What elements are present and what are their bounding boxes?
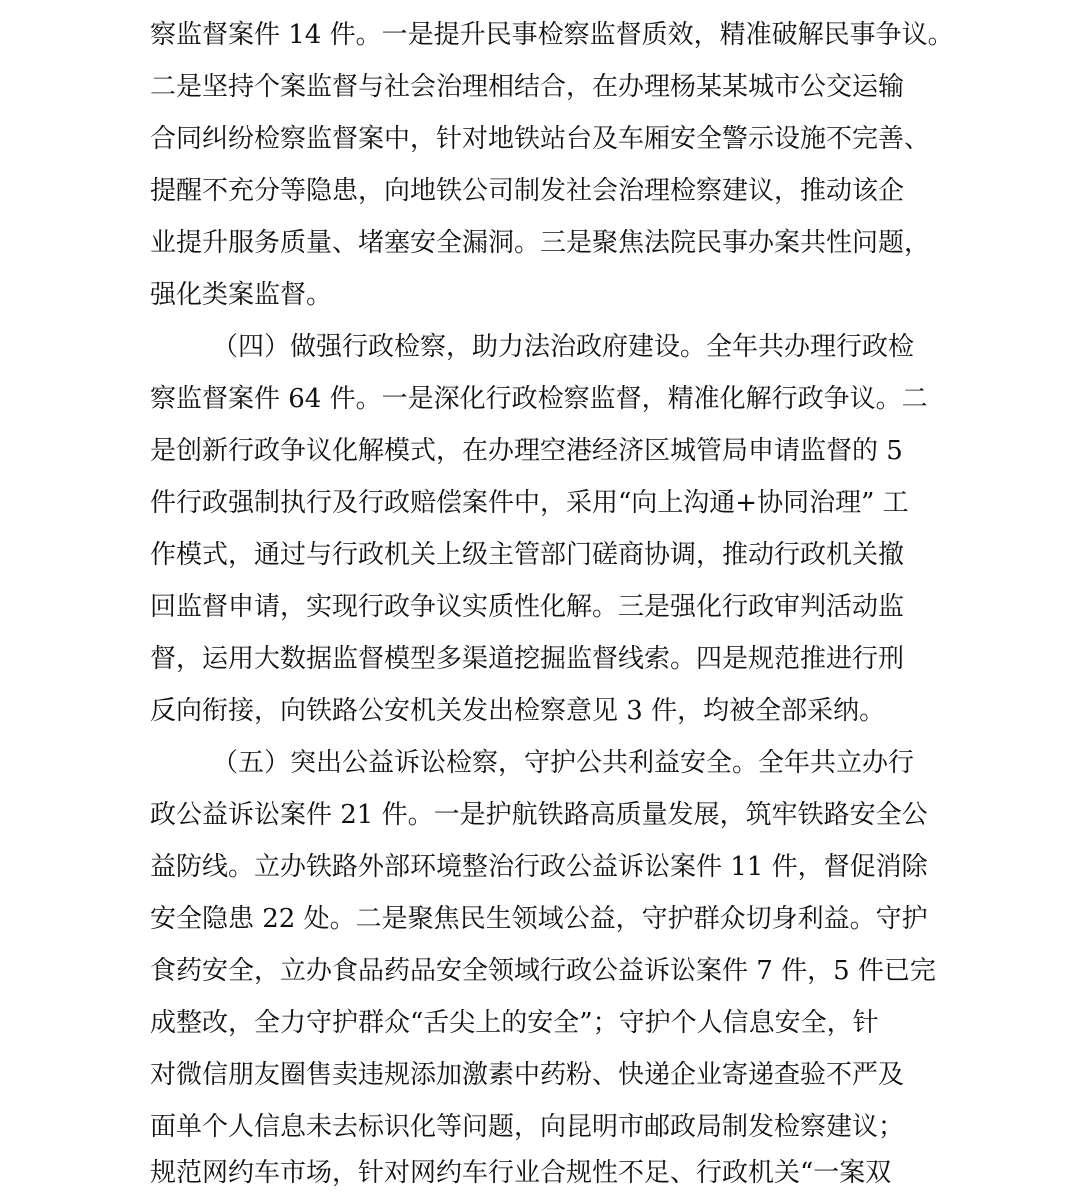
text-line: 政公益诉讼案件 21 件。一是护航铁路高质量发展，筑牢铁路安全公 [150, 800, 928, 830]
text-line: 益防线。立办铁路外部环境整治行政公益诉讼案件 11 件，督促消除 [150, 852, 928, 882]
text-line: 提醒不充分等隐患，向地铁公司制发社会治理检察建议，推动该企 [150, 176, 905, 206]
text-line: 件行政强制执行及行政赔偿案件中，采用“向上沟通+协同治理” 工 [150, 488, 909, 518]
text-line: 对微信朋友圈售卖违规添加激素中药粉、快递企业寄递查验不严及 [150, 1060, 905, 1090]
text-line: 察监督案件 14 件。一是提升民事检察监督质效，精准破解民事争议。 [150, 20, 954, 50]
text-line: 是创新行政争议化解模式，在办理空港经济区城管局申请监督的 5 [150, 436, 903, 466]
text-line: 安全隐患 22 处。二是聚焦民生领域公益，守护群众切身利益。守护 [150, 904, 928, 934]
text-line: 反向衔接，向铁路公安机关发出检察意见 3 件，均被全部采纳。 [150, 696, 886, 726]
text-line: 食药安全，立办食品药品安全领域行政公益诉讼案件 7 件，5 件已完 [150, 956, 936, 986]
text-line: 作模式，通过与行政机关上级主管部门磋商协调，推动行政机关撤 [150, 540, 905, 570]
text-line: 强化类案监督。 [150, 280, 333, 310]
section-heading-line: （四）做强行政检察，助力法治政府建设。全年共办理行政检 [212, 332, 915, 362]
section-heading-line: （五）突出公益诉讼检察，守护公共利益安全。全年共立办行 [212, 748, 915, 778]
text-line: 回监督申请，实现行政争议实质性化解。三是强化行政审判活动监 [150, 592, 905, 622]
text-line: 业提升服务质量、堵塞安全漏洞。三是聚焦法院民事办案共性问题， [150, 228, 931, 258]
text-line: 规范网约车市场，针对网约车行业合规性不足、行政机关“一案双 [150, 1158, 892, 1188]
text-line: 面单个人信息未去标识化等问题，向昆明市邮政局制发检察建议； [150, 1112, 905, 1142]
text-line: 二是坚持个案监督与社会治理相结合，在办理杨某某城市公交运输 [150, 72, 905, 102]
text-line: 察监督案件 64 件。一是深化行政检察监督，精准化解行政争议。二 [150, 384, 928, 414]
text-line: 成整改，全力守护群众“舌尖上的安全”；守护个人信息安全，针 [150, 1008, 879, 1038]
text-line: 合同纠纷检察监督案中，针对地铁站台及车厢安全警示设施不完善、 [150, 124, 931, 154]
text-line: 督，运用大数据监督模型多渠道挖掘监督线索。四是规范推进行刑 [150, 644, 905, 674]
